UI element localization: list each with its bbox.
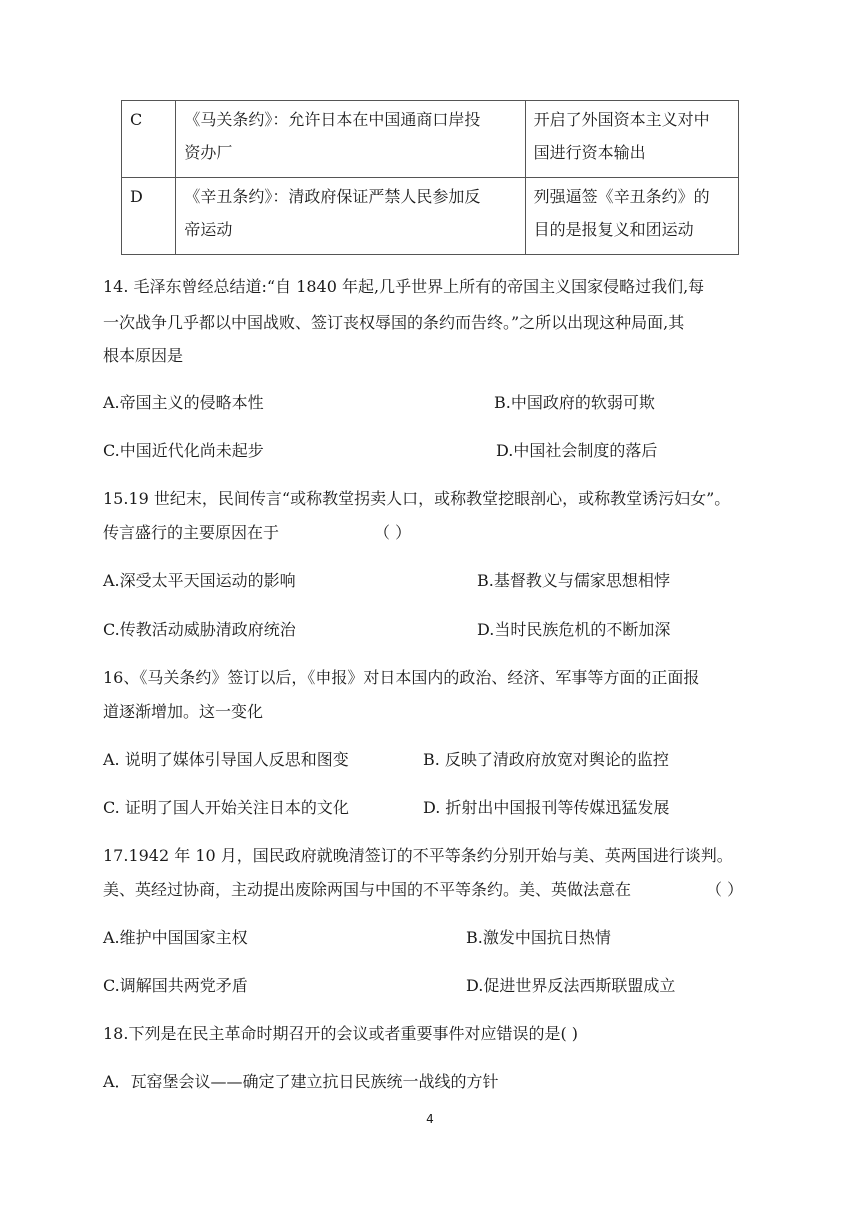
q15-option-c[interactable]: C.传教活动威胁清政府统治 <box>103 620 296 639</box>
q16-option-b[interactable]: B. 反映了清政府放宽对舆论的监控 <box>423 750 669 769</box>
q14-stem-line: 14. 毛泽东曾经总结道:“自 1840 年起,几乎世界上所有的帝国主义国家侵略过我们,每 <box>103 277 705 296</box>
treaty-analysis: 列强逼签《辛丑条约》的 目的是报复义和团运动 <box>525 178 738 255</box>
q16-option-a[interactable]: A. 说明了媒体引导国人反思和图变 <box>103 750 349 769</box>
table-row <box>122 178 739 255</box>
q17-answer-blank[interactable]: （ ） <box>706 880 744 899</box>
q17-option-b[interactable]: B.激发中国抗日热情 <box>466 928 611 947</box>
table-row <box>122 101 739 178</box>
row-letter: D <box>122 178 176 255</box>
q17-stem-line: 美、英经过协商，主动提出废除两国与中国的不平等条约。美、英做法意在 <box>103 880 632 899</box>
q15-stem-line: 15.19 世纪末，民间传言“或称教堂拐卖人口，或称教堂挖眼剖心，或称教堂诱污妇女”。 <box>103 489 731 508</box>
q15-option-a[interactable]: A.深受太平天国运动的影响 <box>103 571 296 590</box>
q14-option-d[interactable]: D.中国社会制度的落后 <box>496 441 658 460</box>
q15-option-b[interactable]: B.基督教义与儒家思想相悖 <box>477 571 670 590</box>
q16-option-c[interactable]: C. 证明了国人开始关注日本的文化 <box>103 798 349 817</box>
q18-option-a[interactable]: A．瓦窑堡会议——确定了建立抗日民族统一战线的方针 <box>103 1072 499 1091</box>
q14-option-c[interactable]: C.中国近代化尚未起步 <box>103 441 264 460</box>
q16-stem-line: 16、《马关条约》签订以后，《申报》对日本国内的政治、经济、军事等方面的正面报 <box>103 668 700 687</box>
q17-option-d[interactable]: D.促进世界反法西斯联盟成立 <box>466 976 676 995</box>
q14-option-a[interactable]: A.帝国主义的侵略本性 <box>103 393 264 412</box>
treaty-content: 《辛丑条约》：清政府保证严禁人民参加反 帝运动 <box>176 178 525 255</box>
q16-option-d[interactable]: D. 折射出中国报刊等传媒迅猛发展 <box>423 798 670 817</box>
q14-option-b[interactable]: B.中国政府的软弱可欺 <box>494 393 655 412</box>
q17-option-a[interactable]: A.维护中国国家主权 <box>103 928 248 947</box>
q14-stem-line: 根本原因是 <box>103 346 184 365</box>
q16-stem-line: 道逐渐增加。这一变化 <box>103 702 264 721</box>
treaty-analysis: 开启了外国资本主义对中 国进行资本输出 <box>525 101 738 178</box>
q14-stem-line: 一次战争几乎都以中国战败、签订丧权辱国的条约而告终。”之所以出现这种局面,其 <box>103 313 685 332</box>
q15-answer-blank[interactable]: （ ） <box>374 523 412 542</box>
q15-stem-line: 传言盛行的主要原因在于 <box>103 523 280 542</box>
row-letter: C <box>122 101 176 178</box>
page-number: 4 <box>426 1112 434 1126</box>
q17-option-c[interactable]: C.调解国共两党矛盾 <box>103 976 248 995</box>
q17-stem-line: 17.1942 年 10 月，国民政府就晚清签订的不平等条约分别开始与美、英两国进行谈判。 <box>103 846 733 865</box>
q15-option-d[interactable]: D.当时民族危机的不断加深 <box>477 620 671 639</box>
options-table <box>121 100 739 255</box>
treaty-content: 《马关条约》：允许日本在中国通商口岸投 资办厂 <box>176 101 525 178</box>
q18-stem-line: 18.下列是在民主革命时期召开的会议或者重要事件对应错误的是( ) <box>103 1024 579 1043</box>
